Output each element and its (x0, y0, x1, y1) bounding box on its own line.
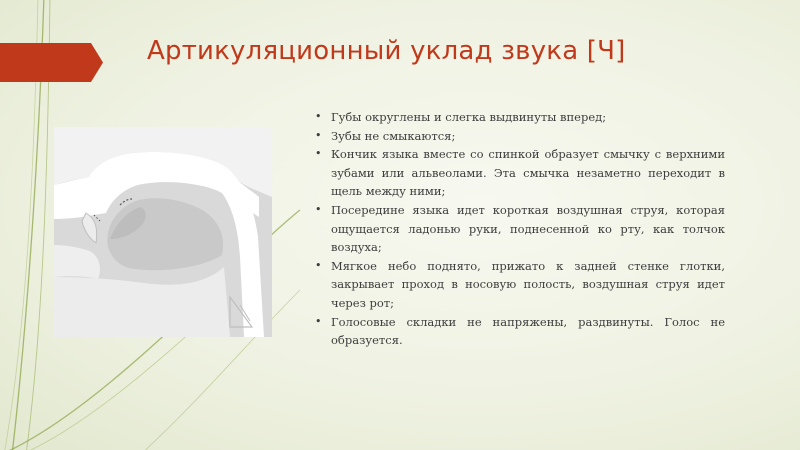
list-item-text: Мягкое небо поднято, прижато к задней стенке глотки, закрывает проход в носовую полость, воздушная струя идет через рот; (331, 258, 725, 310)
bullet-icon: • (315, 314, 322, 328)
title-accent-bar (0, 43, 103, 82)
list-item-text: Посередине языка идет короткая воздушная струя, которая ощущается ладонью руки, поднесенной ко рту, как толчок воздуха; (331, 202, 725, 255)
list-item-text: Зубы не смыкаются; (331, 128, 456, 143)
list-item-text: Губы округлены и слегка выдвинуты вперед; (331, 110, 607, 124)
slide-title: Артикуляционный уклад звука [Ч] (147, 36, 626, 66)
list-item (313, 257, 725, 313)
bullet-icon: • (315, 128, 322, 142)
list-item (313, 201, 725, 257)
list-item-text: Кончик языка вместе со спинкой образует смычку с верхними зубами или альвеолами. Эта смычка незаметно переходит в щель между ними; (331, 147, 725, 199)
bullet-icon: • (315, 202, 322, 216)
bullet-icon: • (315, 110, 322, 123)
list-item (313, 108, 725, 127)
list-item (313, 313, 725, 350)
bullet-icon: • (315, 258, 322, 272)
articulation-profile-diagram-icon (54, 127, 272, 337)
bullet-icon: • (315, 147, 322, 161)
list-item (313, 127, 725, 146)
articulation-bullet-list (313, 108, 725, 350)
list-item (313, 145, 725, 201)
list-item-text: Голосовые складки не напряжены, раздвинуты. Голос не образуется. (331, 314, 725, 348)
